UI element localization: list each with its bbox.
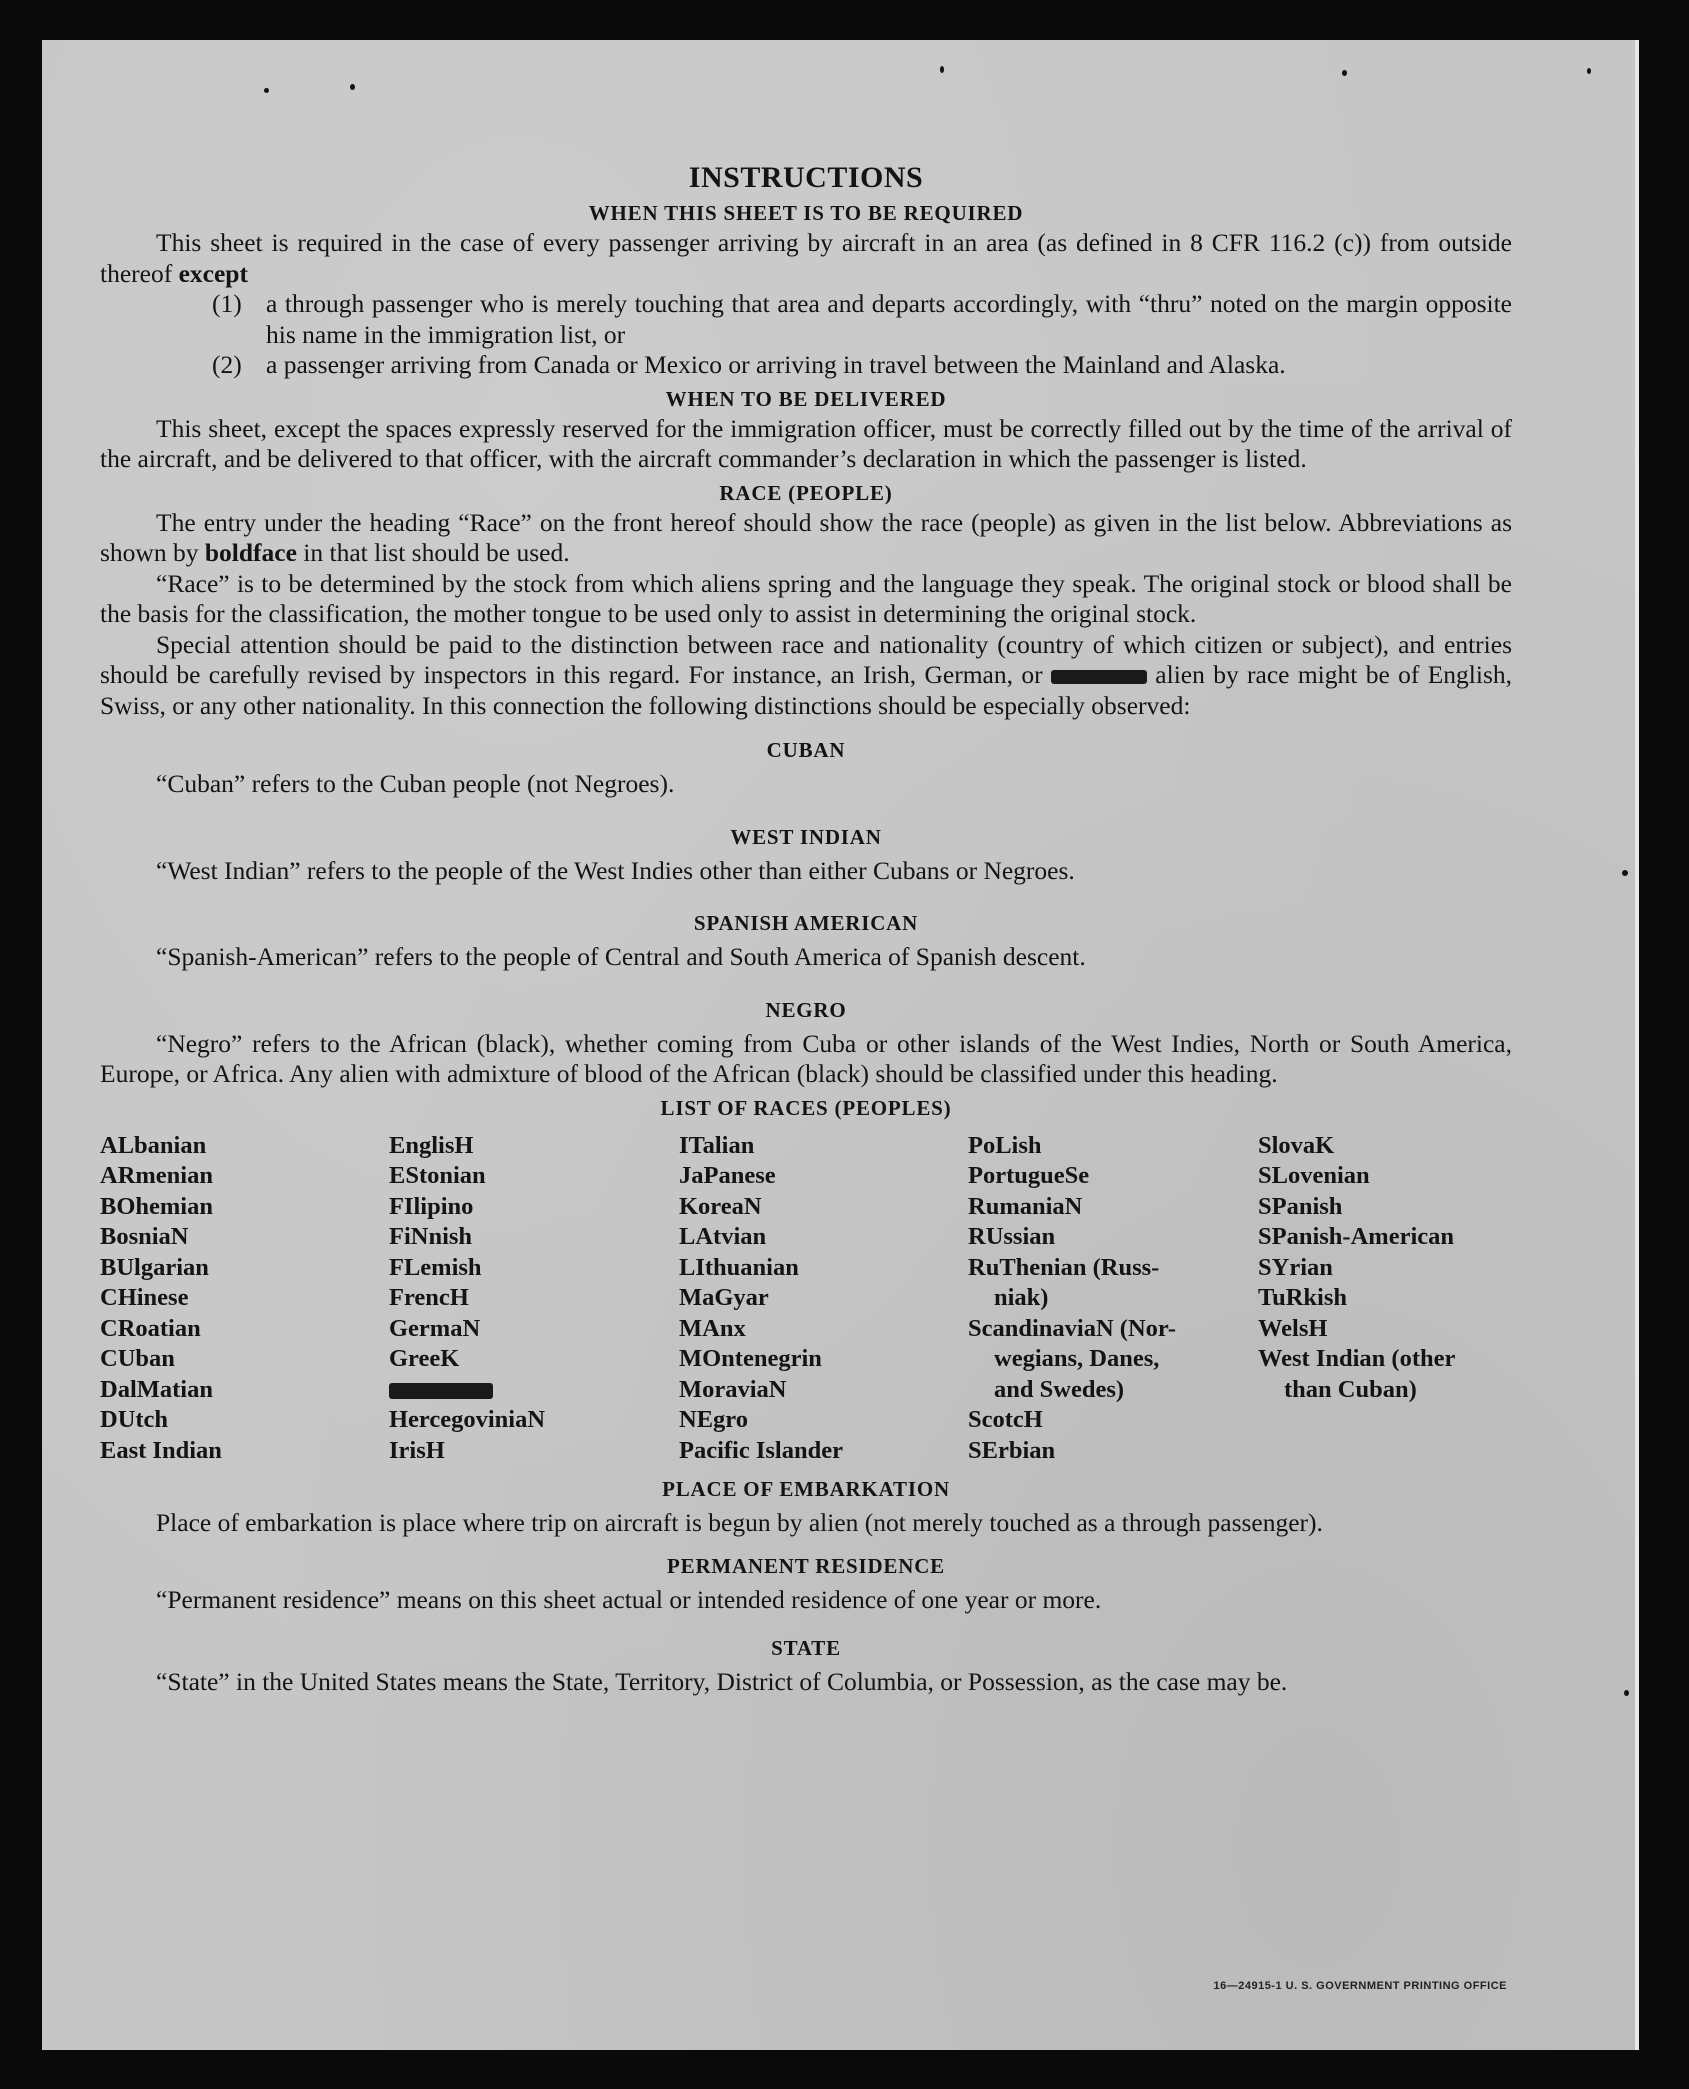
race-entry: RUssian xyxy=(968,1223,1056,1250)
list-item-text: a passenger arriving from Canada or Mexico or arriving in travel between the Mainland and Alaska. xyxy=(266,350,1286,379)
dust-speck xyxy=(350,84,355,90)
heading-list-of-races: LIST OF RACES (PEOPLES) xyxy=(660,1095,952,1120)
race-entry: RuThenian (Russ- xyxy=(968,1253,1160,1281)
race-entry: ScotcH xyxy=(968,1406,1043,1433)
heading-west-indian: WEST INDIAN xyxy=(730,824,882,849)
race-entry-continued: and Swedes) xyxy=(994,1375,1125,1403)
race-entry: MaGyar xyxy=(679,1284,769,1311)
race-p1-text-end: in that list should be used. xyxy=(296,538,570,567)
race-entry: ARmenian xyxy=(100,1162,213,1189)
race-entry: ScandinaviaN (Nor- xyxy=(968,1314,1177,1342)
list-item xyxy=(212,350,1512,381)
race-entry: LAtvian xyxy=(679,1223,767,1250)
race-entry: PoLish xyxy=(968,1131,1042,1159)
race-p1-boldface: boldface xyxy=(204,538,297,567)
printing-office-code: 16—24915-1 U. S. GOVERNMENT PRINTING OFFICE xyxy=(1213,1980,1507,1992)
race-entry: FLemish xyxy=(389,1253,482,1281)
race-entry: MOntenegrin xyxy=(679,1345,822,1372)
race-entry: PortugueSe xyxy=(968,1162,1090,1189)
race-entry: CHinese xyxy=(100,1284,189,1311)
races-list xyxy=(100,1131,1512,1467)
dust-speck xyxy=(940,66,944,73)
race-entry: CRoatian xyxy=(100,1314,201,1342)
required-intro-except: except xyxy=(178,258,248,288)
residence-text: “Permanent residence” means on this sheet actual or intended residence of one year or more. xyxy=(156,1584,1102,1614)
race-entry: SYrian xyxy=(1258,1253,1333,1281)
list-item-number: (2) xyxy=(212,350,242,379)
race-entry: FiNnish xyxy=(389,1223,473,1250)
race-entry: JaPanese xyxy=(679,1162,776,1189)
race-entry: GermaN xyxy=(389,1314,481,1342)
race-entry: EnglisH xyxy=(389,1131,474,1159)
race-entry: ITalian xyxy=(679,1131,755,1159)
race-entry: DalMatian xyxy=(100,1375,213,1403)
race-entry-continued: than Cuban) xyxy=(1284,1375,1417,1403)
dust-speck xyxy=(264,88,269,93)
document-sheet xyxy=(42,40,1639,2050)
dust-speck xyxy=(1622,870,1628,876)
list-item-number: (1) xyxy=(212,289,242,318)
heading-race: RACE (PEOPLE) xyxy=(719,480,893,505)
races-column-2 xyxy=(389,1131,679,1467)
race-entry: SErbian xyxy=(968,1436,1056,1464)
heading-required: WHEN THIS SHEET IS TO BE REQUIRED xyxy=(588,201,1024,225)
race-entry: BosniaN xyxy=(100,1223,189,1250)
race-entry: FIlipino xyxy=(389,1192,474,1220)
race-entry: ALbanian xyxy=(100,1131,207,1159)
race-entry: SPanish-American xyxy=(1258,1223,1454,1250)
instructions-content xyxy=(100,160,1512,1698)
race-entry: EStonian xyxy=(389,1162,486,1189)
race-entry: CUban xyxy=(100,1345,175,1372)
embarkation-text: Place of embarkation is place where trip on aircraft is begun by alien (not merely touched as a through passenger). xyxy=(156,1508,1323,1537)
redaction-mark xyxy=(1051,670,1147,684)
race-entry: GreeK xyxy=(389,1345,460,1372)
race-paragraph-2: “Race” is to be determined by the stock from which aliens spring and the language they speak. The original stock or blood shall be the basis for the classification, the mother tongue to be used only to assist in determining the original stock. xyxy=(100,568,1512,628)
races-column-4 xyxy=(968,1131,1258,1467)
race-entry: HercegoviniaN xyxy=(389,1406,546,1433)
races-column-1 xyxy=(100,1131,389,1467)
list-item xyxy=(212,289,1512,350)
race-entry: KoreaN xyxy=(679,1192,762,1220)
negro-text: “Negro” refers to the African (black), whether coming from Cuba or other islands of the West Indies, North or South America, Europe, or Africa. Any alien with admixture of blood of the African (black) should be classified under this heading. xyxy=(100,1028,1512,1088)
race-entry: DUtch xyxy=(100,1406,169,1433)
race-entry: SlovaK xyxy=(1258,1131,1335,1159)
heading-state: STATE xyxy=(771,1636,841,1660)
west-indian-text: “West Indian” refers to the people of the West Indies other than either Cubans or Negroes. xyxy=(156,855,1075,885)
race-entry-redacted xyxy=(389,1375,679,1406)
required-intro-text: This sheet is required in the case of every passenger arriving by aircraft in an area (as defined in 8 CFR 116.2 (c)) from outside thereof xyxy=(100,228,1512,288)
races-column-3 xyxy=(679,1131,968,1467)
heading-negro: NEGRO xyxy=(765,997,847,1022)
page-title: INSTRUCTIONS xyxy=(688,161,924,194)
heading-embarkation: PLACE OF EMBARKATION xyxy=(662,1477,950,1501)
list-item-text: a through passenger who is merely touching that area and departs accordingly, with “thru” noted on the margin opposite his name in the immigration list, or xyxy=(266,289,1512,349)
race-p3-text-end: alien by race might be of English, Swiss, or any other nationality. In this connection the following distinctions should be especially observed: xyxy=(100,660,1512,720)
state-text: “State” in the United States means the State, Territory, District of Columbia, or Possession, as the case may be. xyxy=(156,1667,1288,1696)
race-entry: MAnx xyxy=(679,1314,746,1342)
heading-delivered: WHEN TO BE DELIVERED xyxy=(665,386,947,411)
race-entry: MoraviaN xyxy=(679,1375,787,1403)
race-p1-text: The entry under the heading “Race” on the front hereof should show the race (people) as given in the list below. Abbreviations as shown by xyxy=(100,507,1512,567)
required-intro xyxy=(100,228,1512,289)
race-entry-continued: wegians, Danes, xyxy=(994,1345,1160,1372)
race-entry: WelsH xyxy=(1258,1314,1328,1342)
spanish-american-text: “Spanish-American” refers to the people of Central and South America of Spanish descent. xyxy=(156,942,1086,971)
race-paragraph-3 xyxy=(100,630,1512,722)
race-entry: West Indian (other xyxy=(1258,1345,1456,1372)
race-entry: IrisH xyxy=(389,1436,445,1464)
dust-speck xyxy=(1342,70,1347,76)
heading-spanish-american: SPANISH AMERICAN xyxy=(693,911,919,935)
race-p3-text: Special attention should be paid to the distinction between race and nationality (country of which citizen or subject), and entries should be carefully revised by inspectors in this regard. For instance, an Irish, German, or xyxy=(100,629,1512,689)
redaction-mark xyxy=(389,1383,493,1399)
delivered-text: This sheet, except the spaces expressly reserved for the immigration officer, must be correctly filled out by the time of the arrival of the aircraft, and be delivered to that officer, with the aircraft commander’s declaration in which the passenger is listed. xyxy=(100,413,1512,473)
race-entry-continued: niak) xyxy=(994,1284,1049,1311)
race-entry: SLovenian xyxy=(1258,1162,1370,1189)
race-paragraph-1 xyxy=(100,508,1512,569)
race-entry: Pacific Islander xyxy=(679,1436,843,1464)
race-entry: East Indian xyxy=(100,1436,222,1464)
race-entry: TuRkish xyxy=(1258,1284,1348,1311)
race-entry: BUlgarian xyxy=(100,1253,209,1281)
heading-cuban: CUBAN xyxy=(766,738,846,762)
race-entry: SPanish xyxy=(1258,1192,1343,1220)
races-column-5 xyxy=(1258,1131,1512,1467)
race-entry: BOhemian xyxy=(100,1192,213,1220)
cuban-text: “Cuban” refers to the Cuban people (not Negroes). xyxy=(156,769,675,798)
race-entry: LIthuanian xyxy=(679,1253,799,1281)
race-entry: FrencH xyxy=(389,1284,469,1311)
dust-speck xyxy=(1624,1690,1629,1696)
race-entry: RumaniaN xyxy=(968,1192,1083,1220)
dust-speck xyxy=(1587,68,1591,74)
heading-residence: PERMANENT RESIDENCE xyxy=(667,1553,945,1578)
race-entry: NEgro xyxy=(679,1406,748,1433)
